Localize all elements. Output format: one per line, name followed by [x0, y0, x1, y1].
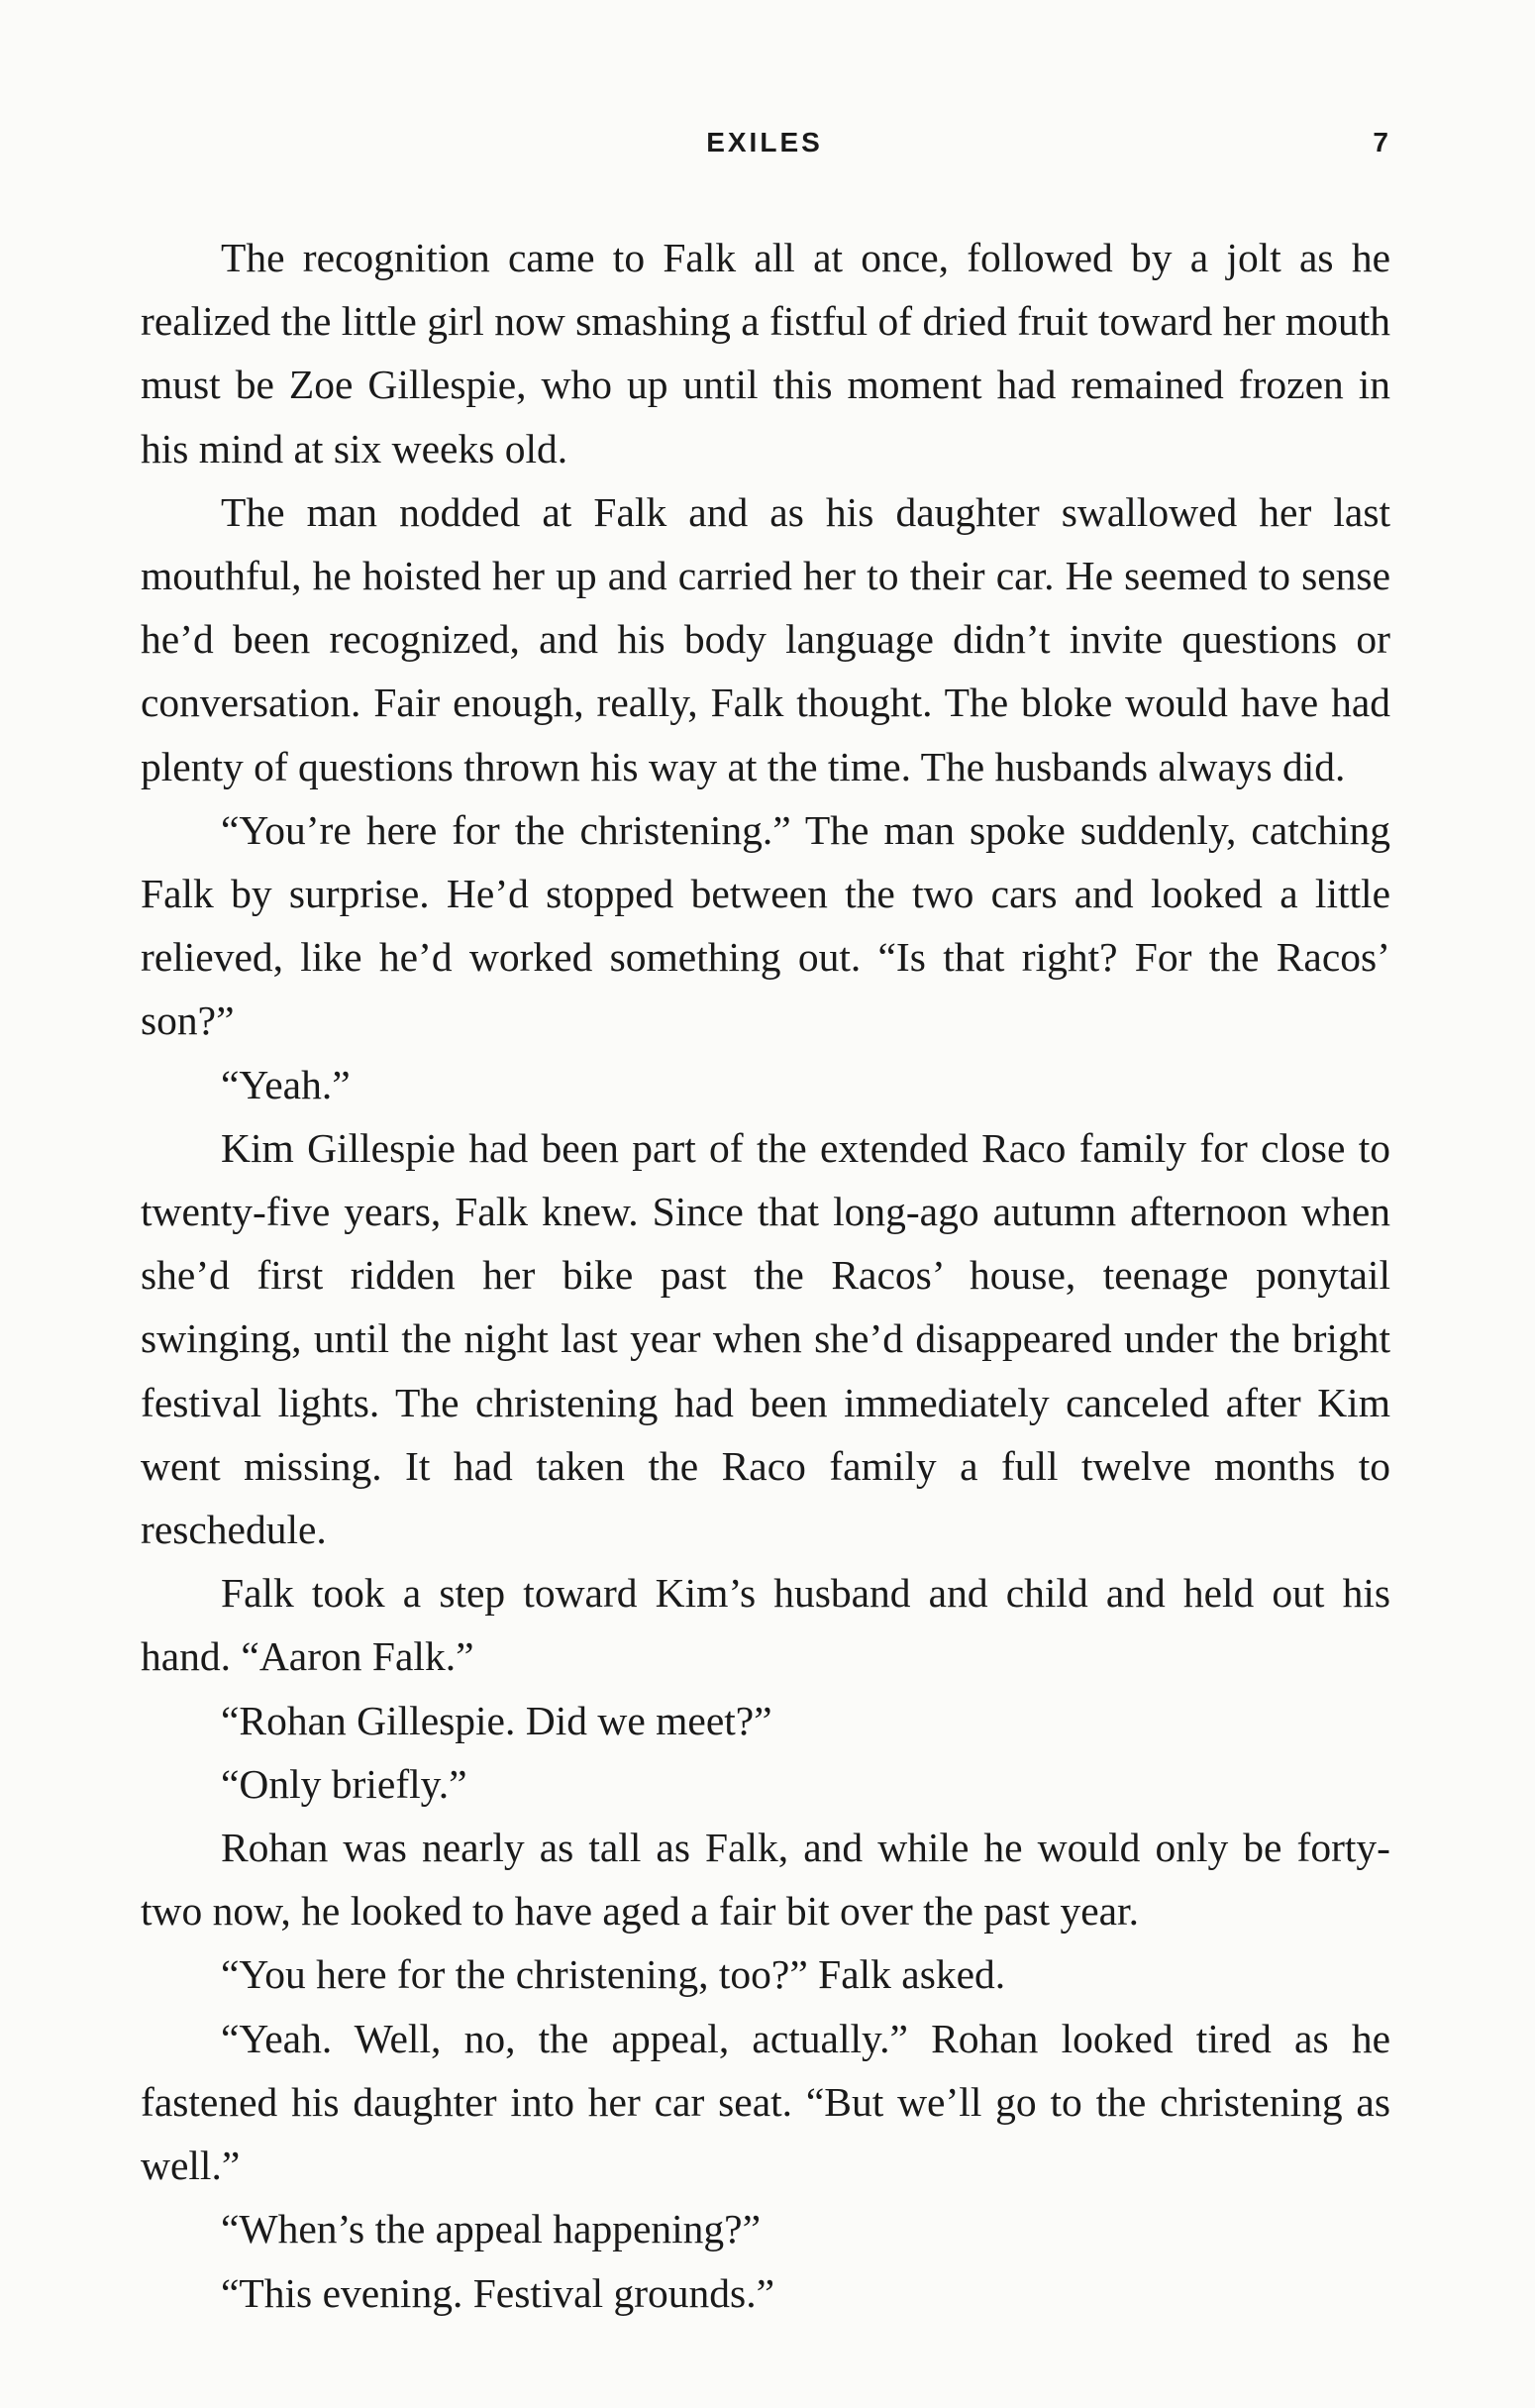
paragraph: “Rohan Gillespie. Did we meet?”: [221, 1697, 772, 1743]
running-head: EXILES: [706, 127, 823, 157]
paragraph: “Yeah.”: [221, 1061, 351, 1107]
paragraph: “When’s the appeal happening?”: [221, 2206, 762, 2252]
paragraph: Falk took a step toward Kim’s husband and child and held out his hand. “Aaron Falk.”: [141, 1570, 1390, 1680]
paragraph: “Yeah. Well, no, the appeal, actually.” Rohan looked tired as he fastened his daughter into her car seat. “But we’ll go to the christening as well.”: [141, 2015, 1390, 2189]
paragraph: The recognition came to Falk all at once, followed by a jolt as he realized the little girl now smashing a fistful of dried fruit toward her mouth must be Zoe Gillespie, who up until this moment had remained frozen in his mind at six weeks old.: [141, 235, 1390, 471]
page-header: [141, 127, 1388, 166]
paragraph: “Only briefly.”: [221, 1760, 467, 1807]
paragraph: The man nodded at Falk and as his daughter swallowed her last mouthful, he hoisted her up and carried her to their car. He seemed to sense he’d been recognized, and his body language didn’t invite questions or conversation. Fair enough, really, Falk thought. The bloke would have had plenty of questions thrown his way at the time. The husbands always did.: [141, 488, 1390, 789]
body-text: [141, 226, 1390, 2325]
paragraph: “You’re here for the christening.” The man spoke suddenly, catching Falk by surprise. He’d stopped between the two cars and looked a little relieved, like he’d worked something out. “Is that right? For the Racos’ son?”: [141, 806, 1390, 1044]
paragraph: “This evening. Festival grounds.”: [221, 2269, 774, 2316]
paragraph: Rohan was nearly as tall as Falk, and while he would only be forty-two now, he looked to have aged a fair bit over the past year.: [141, 1825, 1390, 1935]
paragraph: “You here for the christening, too?” Falk asked.: [221, 1951, 1006, 1998]
paragraph: Kim Gillespie had been part of the extended Raco family for close to twenty-five years, Falk knew. Since that long-ago autumn afternoon when she’d first ridden her bike past the Racos’ house, teenage ponytail swinging, until the night last year when she’d disappeared under the bright festival lights. The christening had been immediately canceled after Kim went missing. It had taken the Raco family a full twelve months to reschedule.: [141, 1124, 1390, 1553]
page-number: 7: [1373, 127, 1388, 157]
